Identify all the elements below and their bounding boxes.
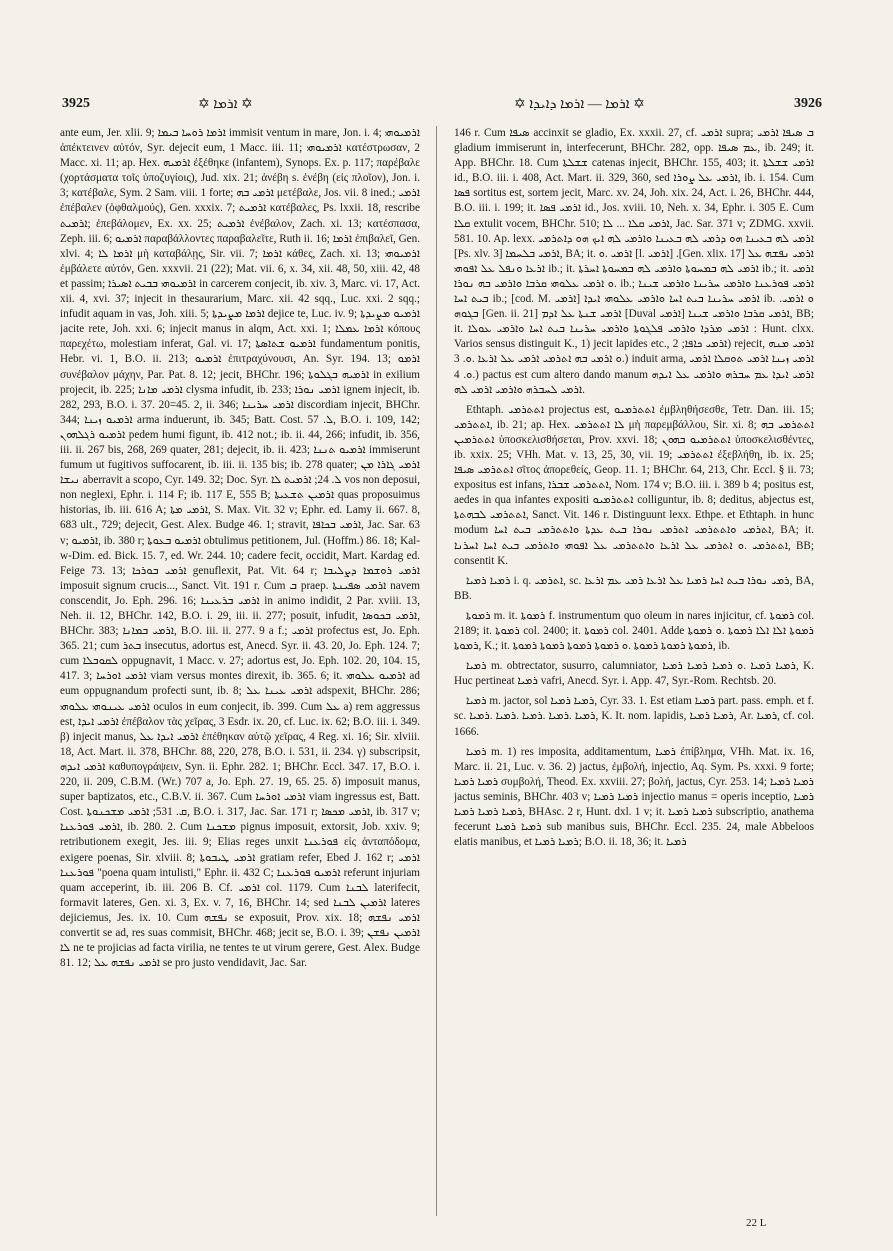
left-column [60,126,420,1222]
right-column-paragraph: ܪܡܝܐ ܪܡܝܐ i. q. ܐܬܪܡܝ, sc. ܪܡܝ ܢܘܪܐ ܒܝܬ ܐܚܐ ܪܡܝܐ ܥܠ ܐܪܥܐ ܪܡܝ ܥܡ ܐܪܥܐ, BA, BB. [454,574,814,602]
right-column-paragraph: ܪܡܝܐ m. obtrectator, susurro, calumniator, ܪܡܝܐ ܪܡܝܐ .ܘ ܪܡܝܐ ܪܡܝܐ ܪܡܝܐ, K. Huc pertineat ܪܡܝܐ vafri, Anecd. Syr. i. App. 47, Syr.-Rom. Rechtsb. 20. [454,660,814,688]
right-running-title: ✡ ܐܪܡܐ — ܐܪܡܐ ܕܐܝܕܐ ✡ [514,97,645,112]
right-column-paragraph: ܪܡܝܐ m. jactor, sol ܪܡܝܐ ܪܡܝܐ, Cyr. 33. 1. Est etiam ܪܡܝܐ part. pass. emph. et f. sc. ܪܡܝܐ .ܪܡܝܐ .ܪܡܝܐ .ܪܡܝܐ .ܪܡܝܐ, K. It. nom. lapidis, ܪܡܝܐ ܪܡܝܐ, Ar. ܪܡܝܐ, cf. col. 1666. [454,695,814,738]
signature-mark: 22 L [746,1217,767,1229]
column-divider [436,126,437,1216]
left-running-title: ✡ ܐܪܡܐ ✡ [198,97,253,112]
left-page-number: 3925 [62,96,90,111]
right-page-number: 3926 [794,96,822,111]
right-column-paragraph: Ethtaph. ܐܬܬܪܡܝ projectus est, ܐܬܬܪܡܝܘ ἐμβληθήσεσθε, Tetr. Dan. iii. 15; ܐܬܬܪܡܝ, ib. 21; ap. Hex. ܠܐ ܐܬܬܪܡܝ μὴ παρεμβάλλου, Sir. xi. 8; ܐܬܬܪܡܝ ܒܗ ܐܬܬܪܡܝܢ ὑποσκελισθήσεται, Prov. xxvi. 18; ܐܬܬܪܡܝܘ ܒܗܘܢ ὑποσκελισθέντες, ib. xxix. 25; VHh. Mat. v. 13, 25, 30, vii. 19; ܐܬܬܪܡܝ ἐξεβλήθη, ib. ix. 25; ܐܬܬܪܡܝ ܣܝܦܐ σῖτος ἀπορεθείς, Geop. 11. 1; BHChr. 64, 213, Chr. Eccl. § ii. 73; expositus est infans, ܐܬܬܪܡܝ ܫܒܪܐ, Nom. 174 v; B.O. iii. i. 389 b 4; positus est, aedes in qua infantes expositi ܐܬܬܪܡܝܘ colliguntur, ib. 8; deditus, abjectus est, ܐܬܬܪܡܝ ܠܒܗܬܬܐ, Sanct. Vit. 146 r. Distinguunt lexx. Ethpe. et Ethtaph. in hunc modum ܐܬܪܡܝ ܘܐܬܬܪܡܝ ܐܬܪܡܝ ܢܘܪܐ ܒܝܬ ܥܕܬܐ ܘܐܬܬܪܡܝ ܒܝܬ ܐܚܐ, BA; it. ܐܬܬܪܡܝ .ܘ ܐܬܪܡܝ ܥܠ ܐܪܥܐ ܘܐܬܬܪܡܝ ܥܠ ܐܦܘܗܝ ܘܐܬܪܡܝ ܒܝܬ ܐܚܐ ܐܚܪܢܐ, BB; consentit K. [454,403,814,567]
left-column-paragraph: ante eum, Jer. xlii. 9; ܐܪܡܐ ܪܘܚܐ ܒܝܡܐ immisit ventum in mare, Jon. i. 4; ܐܪܡܝܘܗܝ ἀπέκτεινεν αὐτόν, Syr. dejecit eum, 1 Macc. iii. 11; ܐܪܡܝܘܗܝ κατέστρωσαν, 2 Macc. xi. 11; ap. Hex. ܐܪܡܝܗ ἐξέθηκε (infantem), Synops. Ex. p. 117; παρέβαλε (χορτάσματα τοῖς ὑποζυγίοις), Jud. xix. 21; ἀνέβη s. ἐνέβη (εἰς πλοῖον), Jon. i. 3; κατέβαλε, Sym. 2 Sam. viii. 1 forte; ܐܪܡܝ ܒܗ μετέβαλε, Jos. vii. 8 ined.; ܐܪܡܝ ἐπέβαλεν (ὀφθαλμούς), Gen. xxxix. 7; ܐܪܡܝܬ κατέβαλες, Ps. lxxii. 18, rescribe ܐܪܡܝܬ; ἐπεβάλομεν, Ex. xx. 25; ܐܪܡܝܬ ἐνέβαλον, Zach. xi. 13; κατέσπασα, Zeph. iii. 6; ܐܪܡܝܘ παραβάλλοντες παραβαλεῖτε, Ruth ii. 16; ܐܪܡܐ ἐπιβαλεῖ, Gen. xlvi. 4; ܐܪܡܐ ܠܐ μὴ καταβάλῃς, Sir. vii. 7; ܐܪܡܐ κάθες, Zach. xi. 13; ܐܪܡܝܘܗܝ ἐμβάλετε αὐτόν, Gen. xxxvii. 21 (22); Mat. vii. 6, x. 34, xii. 48, 50, xiii. 42, 48 et passim; ܐܪܡܝܘܗܝ ܒܒܝܬ ܐܣܝܪܐ in carcerem conjecit, ib. xiv. 3, Marc. vi. 17, Act. xii. 4, xvi. 37; injecit in thesaurarium, Marc. xii. 42 sqq., Luc. xxi. 2 sqq.; infudit aquam in vas, Joh. xiii. 5; ܐܪܡܐ ܡܨܝܕܬܐ dejice te, Luc. iv. 9; ܐܪܡܝܘ ܡܨܝܕܬܐ jacite rete, Joh. xxi. 6; injecit manus in alqm, Act. xxi. 1; ܐܪܡܐ ܥܡܠܐ κόπους παρεχέτω, molestiam inferat, Gal. vi. 17; ܐܪܡܝܘ ܫܬܐܣܬܐ fundamentum ponitis, Hebr. vi. 1, B.O. ii. 213; ܐܪܡܝܘ ἐπιτραχύνουσι, An. Syr. 194. 13; ܐܪܡܘ συνέβαλον μάχην, Par. Pat. 8. 12; jecit, BHChr. 196; ܐܪܡܝܗ ܒܓܠܘܬܐ in exilium projecit, ib. 225; ܐܪܡܝ ܡܐܢܐ clysma infudit, ib. 233; ܐܪܡܝ ܢܘܪܐ ignem injecit, ib. 282, 293, B.O. i. 37. 20=45. 2, ii. 346; ܐܪܡܝ ܚܪܝܢܐ discordiam injecit, BHChr. 344; ܐܪܡܝܘ ܙܝܢܐ arma induerunt, ib. 345; Batt. Cost. ܠ. 57, B.O. i. 109, 142; ܐܪܡܝܘ ܪܓܠܗܘܢ pedem humi figunt, ib. 412 not.; ib. ii. 44, 266; infudit, ib. 356, iii. ii. 267 bis, 268, 269 quater, 281; dejecit, ib. ii. 423; ܐܪܡܝܘ ܬܢܢܐ immiserunt fumum ut fugitivos suffocarent, ib. iii. ii. 135 bis; ib. 278 quater; ܐܪܡܝ ܓܐܪܐ ܡܢ ܢܝܫܐ aberravit a scopo, Cyr. 149. 32; Doc. Syr. ܠ. 24; ܐܪܡܝܬ ܠܐ vos non deposui, non neglexi, Ephr. i. 114 F; ib. 117 E, 555 B; ܐܪܡܝܢ ܬܫܥܝܬܐ quas proposuimus historias, ib. iii. 616 A; ܐܪܡܝ ܡܬܐ, S. Max. Vit. 32 v; Ephr. ed. Lamy ii. 667. 8, 683 ult., 729; dejecit, Gest. Alex. Budge 46. 1; stravit, ܐܪܡܝ ܒܟܐܦܐ, Jac. Sar. 63 v; ܐܪܡܝܘ, ib. 380 r; ܐܪܡܝܘ ܒܥܘܬܐ obtulimus petitionem, Jul. (Hoffm.) 86. 18; Kal-w-Dim. ed. Bick. 15. 7, ed. Wr. 244. 10; cadere fecit, occidit, Mart. Kardag ed. Feige 73. 13; ܐܪܡܝ ܒܘܪܟܐ genuflexit, Pat. Vit. 64 r; ܐܪܡܝ ܪܘܫܡܐ ܕܨܠܝܒܐ imposuit signum crucis..., Sanct. Vit. 191 r. Cum ܒ praep. ܐܪܡܝ ܣܦܝܢܬܐ navem conscendit, Jo. Eph. 296. 16; ܐܪܡܝ ܒܪܥܝܢܐ in animo indidit, 2 Par. xviii. 13, Neh. ii. 12, BHChr. 142, B.O. i. 29, iii. ii. 277; posuit, infudit, ܐܪܡܝ ܒܟܘܣܐ, BHChr. 383; ܐܪܡܝ ܒܡܐܢܐ, B.O. iii. ii. 277. 9 a f.; ܐܪܡܝ profectus est, Jo. Eph. 365. 21; cum ܒܬܪ insecutus, adortus est, Anecd. Syr. ii. 43. 20, Jo. Eph. 124. 7; cum ܠܩܘܒܠܐ oppugnavit, 1 Macc. v. 27; adortus est, Jo. Eph. 102. 20, 104. 15, 417. 3; ܐܪܡܝ ܐܘܪܚܐ viam versus montes direxit, ib. 365. 6; it. ܐܪܡܝܘ ܥܠܘܗܝ ad eum oppugnandum profecti sunt, ib. 8; ܐܪܡܝ ܥܝܢܐ ܥܠ adspexit, BHChr. 286; ܐܪܡܝ ܥܝܢܘܗܝ ܥܠܘܗܝ oculos in eum conjecit, ib. 399. Cum ܥܠ a) rem aggressus est, ܐܪܡܝ ܐܝܕܐ ἐπέβαλον τὰς χεῖρας, 3 Esdr. ix. 20, cf. Luc. ix. 62; B.O. iii. i. 349. β) injecit manus, ܐܪܡܝ ܐܝܕܐ ܥܠ ἐπέθηκαν αὐτῷ χεῖρας, 4 Reg. xi. 16; Sir. xlviii. 18, Act. Mart. ii. 378, BHChr. 88, 220, 278, B.O. i. 531, ii. 234. γ) subscripsit, ܐܪܡܝ ܐܝܕܗ καθυπογράψειν, Syn. ii. Ephr. 282. 1; BHChr. Eccl. 347. 17, B.O. i. 220, ii. 209, C.B.M. (Wr.) 707 a, Jo. Eph. 27. 19, 65. 25. δ) imposuit manus, super baptizatos, etc., C.B.V. ii. 367. Cum ܐܪܡܝ ܐܘܪܚܐ viam ingressus est, Batt. Cost. ܩ. 531; ܐܪܡܝ ܡܫܟܢܘܬܐ, B.O. i. 317, Jac. Sar. 171 r; ܐܪܡܝ ܡܟܣܐ, ib. 317 v; ܐܪܡܝ ܦܘܪܥܢܐ, ib. 280. 2. Cum ܡܫܟܢܐ pignus imposuit, extorsit, Job. xxiv. 9; retributionem exegit, Jes. iii. 9; Elias reges unxit ܦܘܪܥܢܐ εἰς ἀνταπόδομα, exigere poenas, Sir. xlviii. 8; ܐܪܡܝ ܛܝܒܘܬܐ gratiam refer, Ebed J. 162 r; ܐܪܡܝ ܦܘܪܥܢܐ "poena quam intulisti," Ephr. ii. 432 C; ܐܪܡܝܘ ܦܘܪܥܢܐ referunt injuriam quam acceperint, ib. iii. 206 B. Cf. ܐܪܡܝ col. 1179. Cum ܠܒܢܐ laterifecit, formavit lateres, Gen. xi. 3, Ex. v. 7, 16, BHChr. 14; sed ܐܪܡܝܢ ܠܒܢܐ lateres dejiciemus, Jes. ix. 10. Cum ܢܦܫܗ se exposuit, Prov. xix. 18; ܐܪܡܝ ܢܦܫܗ convertit se ad, res suas commisit, BHChr. 468; jecit se, B.O. i. 39; ܐܪܡܝܢ ܢܦܫܢ ܠܐ ne te projicias ad facta virilia, ne tentes te ut virum gerere, Gest. Alex. Budge 81. 12; ܐܪܡܝ ܢܦܫܗ ܥܠ se pro justo vendidavit, Jac. Sar. [60,127,420,970]
page-header [0,0,893,118]
right-column-paragraph: ܪܡܘܬܐ m. it. ܪܡܘܬܐ f. instrumentum quo oleum in nares injicitur, cf. ܪܡܘܬܐ col. 2189; it. ܪܡܘܬܐ col. 2400; it. ܪܡܘܬܐ col. 2401. Adde ܪܡܘܬܐ ܐܠܐ ܐܠܐ ܪܡܘܬܐ .ܘ ܪܡܘܬܐ ܪܡܘܬܐ, K.; it. ܪܡܘܬܐ ܪܡܘܬܐ ܪܡܘܬܐ .ܘ ܪܡܘܬܐ ܪܡܘܬܐ ܪܡܘܬܐ ܪܡܘܬܐ, ib. [454,609,814,653]
right-column-paragraph: ܪܡܝܐ m. 1) res imposita, additamentum, ܪܡܝܐ ἐπίβλημα, VHh. Mat. ix. 16, Marc. ii. 21, Luc. v. 36. 2) jactus, ἐμβολή, injectio, Aq. Sym. Ps. xxxi. 9 forte; ܪܡܝܐ ܪܡܝܐ συμβολή, Theod. Ex. xxviii. 27; βολή, jactus, Cyr. 253. 14; ܪܡܝܐ ܪܡܝܐ jactus seminis, BHChr. 403 v; ܪܡܝܐ ܪܡܝܐ injectio manus = operis inceptio, ܪܡܝܐ ܪܡܝܐ ܪܡܝܐ ܪܡܝܐ, BHAsc. 2 r, Hunt. dxl. 1 v; it. ܪܡܝܐ ܪܡܝܐ subscriptio, anathema fecerunt ܪܡܝܐ ܪܡܝܐ sub manibus suis, BHChr. Eccl. 235. 24, male Abbeloos elatis manibus, et ܪܡܝܐ ܪܡܝܐ; B.O. ii. 18, 36; it. ܪܡܝܐ [454,745,814,849]
right-column [454,126,814,1222]
right-column-paragraph: 146 r. Cum ܣܝܦܐ accinxit se gladio, Ex. xxxii. 27, cf. ܐܪܡܝ supra; ܒ ܣܝܦܐ ܐܪܡܝ gladium immiserunt in, interfecerunt, BHChr. 282, opp. ܥܡ ܣܝܦܐ, ib. 249; it. App. BHChr. 18. Cum ܫܫܠܬܐ catenas injecit, BHChr. 155, 403; it. ܐܪܡܝ ܫܫܠܬܐ id., B.O. iii. i. 408, Act. Mart. ii. 329, 360, sed ܐܪܡܝ ܥܠ ܨܘܪܐ, ib. i. 154. Cum ܦܣܐ sortitus est, sortem jecit, Marc. xv. 24, Joh. xix. 24, Act. i. 26, BHChr. 444, B.O. iii. i. 199; it. ܐܪܡܝ ܦܣܐ id., Jos. xviii. 10, Neh. x. 34, Ephr. i. 305 E. Cum ܩܠܐ extulit vocem, BHChr. 510; ܐܪܡܝ ܩܠܐ ... ܠܐ, Jac. Sar. 371 v; ZDMG. xxvii. 581. 10. Ap. lexx. ܐܪܡܝ ܠܗ ܒܥܝܢܐ ܗܘ ܕܪܡܝ ܠܗ ܒܥܝܢܐ ܘܐܪܡܝ ܠܗ ܐܝܟ ܗܘ ܕܐܬܪܡܝ [Ps. xlv. 3] ܐܪܡܝ ܒܠܚܡܐ, BA; it. ܐܪܡܝ .ܘ [l. ܐܪܡܝ] .[Gen. xlix. 17] ܐܪܡܝ ܢܦܫܗ ܥܠ ܐܪܥܐ ܘܢܦܠ ܥܠ ܐܦܘܗܝ ib.; it. ܐܪܡܝ ܠܗ ܒܡܚܘܬܐ ܘܐܪܡܝ ܠܗ ܒܡܚܘܬܐ ܐܚܪܬܐ ib.; it. ܐܪܡܝ .ܘ ܐܪܡܝ ܥܠܘܗܝ ܩܪܒܐ ܘܐܪܡܝ ܒܗ ܢܘܪܐ ib.; ܐܪܡܝ ܦܘܪܥܢܐ ܘܐܪܡܝ ܚܪܝܢܐ ܘܐܪܡܝ ܫܝܢܐ ܒܝܬ ܐܚܐ ib.; [cod. M. ܐܪܡܝ] ܐܪܡܝ ܚܪܝܢܐ ܒܝܬ ܐܚܐ ܘܐܪܡܝ ܥܠܘܗܝ ܐܝܕܐ ib. .ܘ ܐܪܡܝ ܒܓܘܗ [Gen. ii. 21] ܐܪܡܝ ܫܢܬܐ ܥܠ ܐܕܡ [Duval ܐܪܡܝ] ܐܪܡܝ ܩܪܒܐ ܘܐܪܡܝ ܫܝܢܐ, BB; it. ܐܪܡܝ ܡܪܕܐ ܘܐܪܡܝ ܦܠܓܘܬܐ ܘܐܪܡܝ ܚܪܝܢܐ ܒܝܬ ܐܚܐ ܘܐܪܡܝ ܥܘܠܐ : Hunt. clxx. Varios sensus distinguit K., 1) jecit lapides etc., ܐܪܡܝ ܟܐܦܐ; 2) rejecit, ܐܪܡܝ ܡܢܗ .ܘ ܐܪܡܝ ܒܗ ܐܬܪܡܝ ܐܪܡܝ ܥܠ ܐܪܥܐ .ܘ. 3) induit arma, ܐܪܡܝ ܙܝܢܐ ܐܪܡܝ ܬܘܩܠܐ ܐܪܡܝ .ܘ. 4) pactus est cum altero dando manum ܐܪܡܝ ܐܝܕܐ ܥܡ ܚܒܪܗ ܘܐܪܡܝ ܥܠ ܐܝܕܗ ܐܪܡܝ ܠܚܒܪܗ ܘܐܪܡܝ ܐܪܡܝ ܠܗ. [454,127,814,396]
